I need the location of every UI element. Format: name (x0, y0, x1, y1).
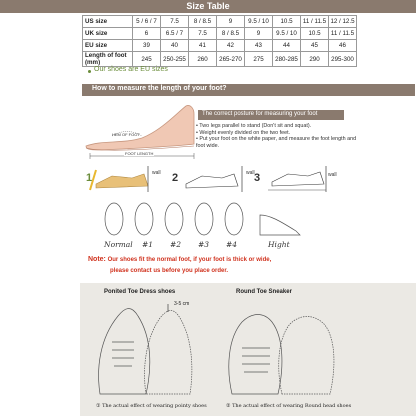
size-cell: 9.5 / 10 (273, 28, 301, 40)
round-shoe-lacing (242, 348, 270, 372)
pointed-shoe-title: Ponited Toe Dress shoes (104, 289, 176, 295)
shoe-illustrations (86, 298, 412, 402)
eu-note: Our shoes are EU sizes (94, 66, 168, 73)
size-cell: 9.5 / 10 (245, 16, 273, 28)
size-cell: 6.5 / 7 (161, 28, 189, 40)
foot-type-high: Hight (268, 240, 290, 249)
size-cell: 41 (189, 40, 217, 52)
size-row-label: UK size (83, 28, 133, 40)
size-cell: 7.5 (161, 16, 189, 28)
foot-type-4: #4 (226, 240, 238, 249)
round-shoe-foot (279, 317, 334, 395)
size-row-label: US size (83, 16, 133, 28)
step-3-number: 3 (254, 172, 261, 184)
size-cell: 10.5 (301, 28, 329, 40)
round-caption (226, 403, 351, 409)
posture-title: The correct posture for measuring your foot (202, 111, 318, 117)
posture-bullet: • Weight evenly divided on the two feet. (196, 129, 291, 136)
size-table-row (83, 16, 357, 28)
pointed-shoe-dimension: 3-5 cm (174, 301, 190, 307)
foot-type-illustrations (100, 195, 310, 240)
round-shoe-title: Round Toe Sneaker (236, 289, 292, 295)
foot-length-label: FOOT LENGTH (125, 151, 154, 156)
size-cell: 275 (245, 52, 273, 67)
size-cell: 8 / 8.5 (189, 16, 217, 28)
size-table-title: Size Table (186, 1, 230, 11)
size-cell: 245 (133, 52, 161, 67)
foot-type-1: #1 (142, 240, 154, 249)
size-cell: 280-285 (273, 52, 301, 67)
size-cell: 8 / 8.5 (217, 28, 245, 40)
note-line-2: please contact us before you place order. (110, 268, 229, 274)
measure-steps (82, 164, 416, 194)
size-cell: 45 (301, 40, 329, 52)
pointed-shoe-lacing (112, 342, 134, 366)
step-2-number: 2 (172, 172, 179, 184)
eu-note-bullet (88, 70, 91, 73)
size-cell: 9 (245, 28, 273, 40)
measure-header: How to measure the length of your foot? (92, 85, 227, 92)
size-cell: 250-255 (161, 52, 189, 67)
wall-label-3: wall (328, 172, 337, 178)
step-1-number: 1 (86, 172, 93, 184)
size-cell: 44 (273, 40, 301, 52)
posture-bullet: • Put your foot on the white paper, and measure the foot length and foot wide. (196, 136, 357, 149)
size-table-row (83, 40, 357, 52)
note-line-1 (88, 256, 271, 263)
foot-type-normal: Normal (104, 240, 133, 249)
pointed-caption-text: The actual effect of wearing pointy shoes (102, 403, 207, 409)
foot-type-3: #3 (198, 240, 210, 249)
size-cell: 39 (133, 40, 161, 52)
size-cell: 260 (189, 52, 217, 67)
pointed-caption (96, 403, 207, 409)
round-caption-text: The actual effect of wearing Round head shoes (232, 403, 352, 409)
size-cell: 11 / 11.5 (329, 28, 357, 40)
instep-label: HEM OF FOOT (112, 132, 140, 137)
size-cell: 12 / 12.5 (329, 16, 357, 28)
size-row-label: Length of foot (mm) (83, 52, 133, 67)
pointed-shoe-outline (99, 309, 150, 395)
size-cell: 5 / 6 / 7 (133, 16, 161, 28)
step-1-illustration (90, 166, 148, 192)
step-3-illustration (268, 166, 326, 192)
size-cell: 295-300 (329, 52, 357, 67)
size-cell: 46 (329, 40, 357, 52)
size-cell: 290 (301, 52, 329, 67)
size-cell: 10.5 (273, 16, 301, 28)
wall-label-2: wall (246, 170, 255, 176)
posture-bullets (196, 123, 358, 149)
round-caption-number: ② (226, 403, 231, 409)
round-shoe-outline (229, 315, 282, 395)
size-cell: 42 (217, 40, 245, 52)
wall-label-1: wall (152, 170, 161, 176)
size-table-row (83, 28, 357, 40)
note-label: Note: (88, 256, 106, 263)
size-row-label: EU size (83, 40, 133, 52)
step-2-illustration (186, 166, 242, 192)
size-cell: 43 (245, 40, 273, 52)
pointed-caption-number: ① (96, 403, 101, 409)
posture-bullet: • Two legs parallel to stand (Don't sit and squat). (196, 123, 312, 129)
size-table (82, 15, 357, 67)
size-cell: 265-270 (217, 52, 245, 67)
size-cell: 6 (133, 28, 161, 40)
note-text-1: Our shoes fit the normal foot, if your foot is thick or wide, (107, 257, 272, 263)
size-cell: 7.5 (189, 28, 217, 40)
size-cell: 9 (217, 16, 245, 28)
size-table-row (83, 52, 357, 67)
foot-type-2: #2 (170, 240, 182, 249)
size-cell: 11 / 11.5 (301, 16, 329, 28)
size-cell: 40 (161, 40, 189, 52)
pointed-shoe-foot (145, 311, 192, 395)
